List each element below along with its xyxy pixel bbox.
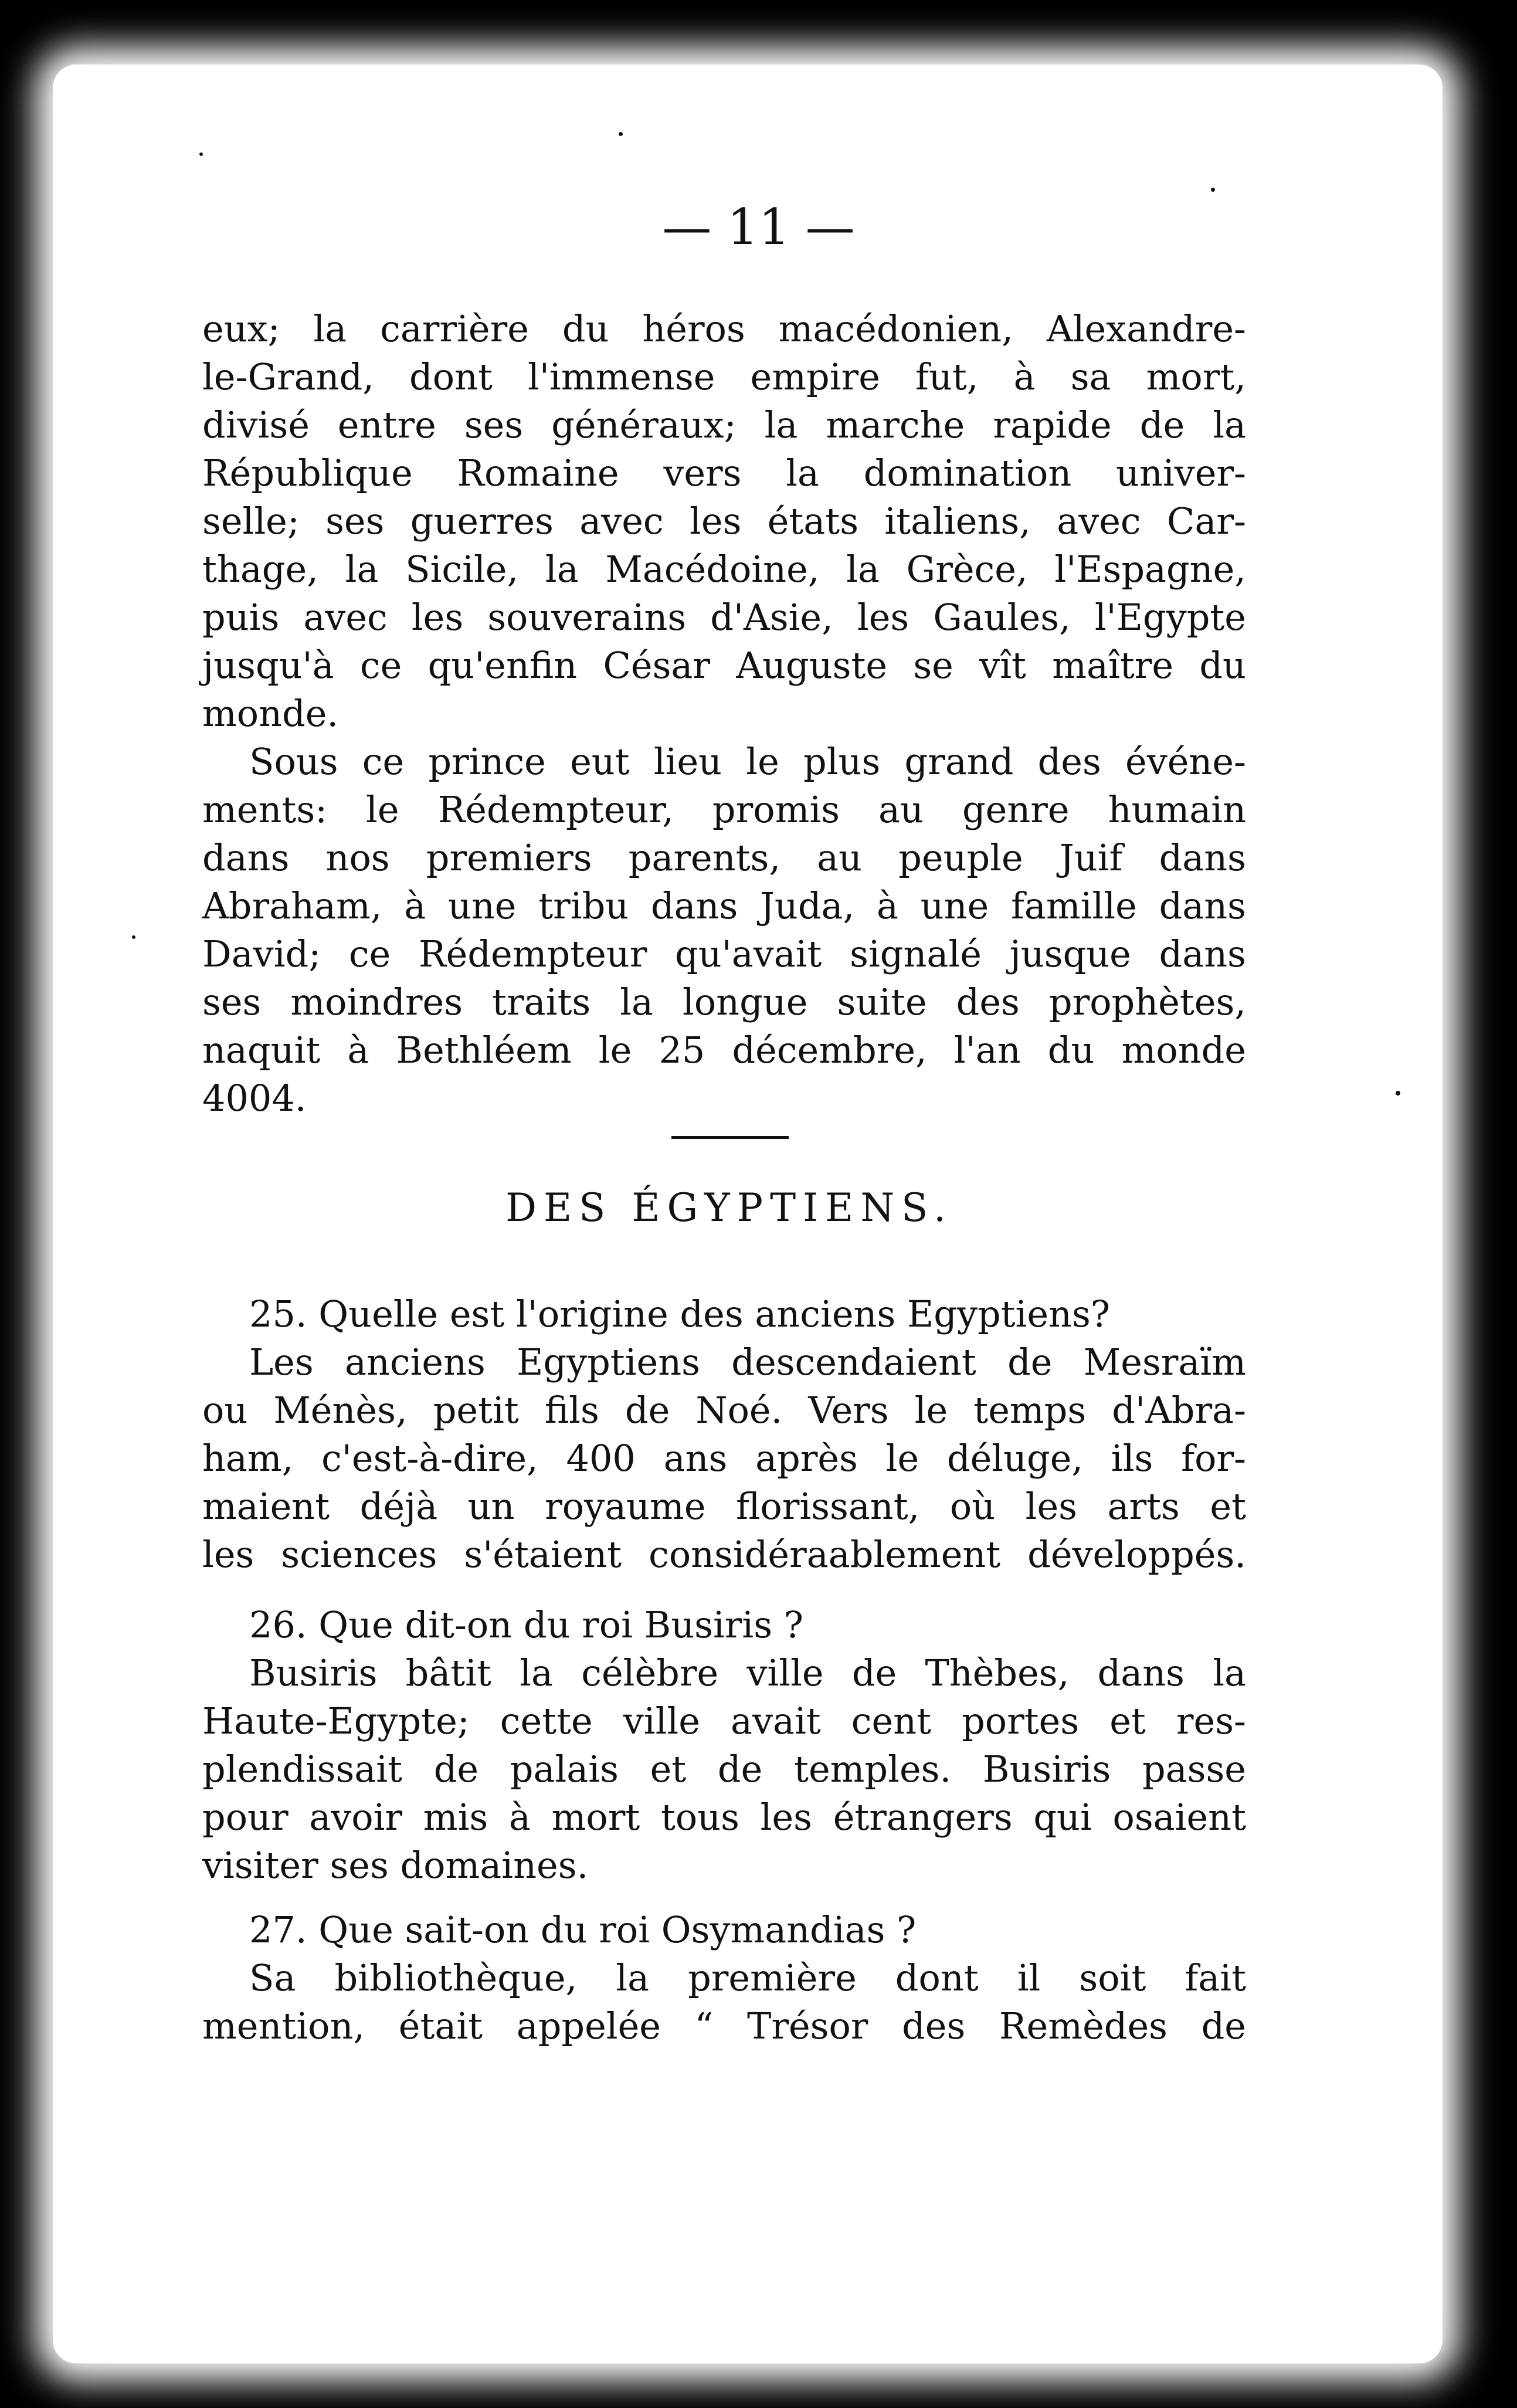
text-line: ments: le Rédempteur, promis au genre humain <box>202 788 1246 831</box>
answer-line: ham, c'est-à-dire, 400 ans après le déluge, ils for- <box>202 1437 1246 1480</box>
text-line: 4004. <box>202 1077 307 1120</box>
answer-line: Les anciens Egyptiens descendaient de Mesraïm <box>249 1341 1246 1383</box>
qa-block <box>202 1601 1246 1890</box>
text-line: selle; ses guerres avec les états italiens, avec Car- <box>202 500 1246 542</box>
text-line: divisé entre ses généraux; la marche rapide de la <box>202 403 1246 446</box>
text-line: dans nos premiers parents, au peuple Juif dans <box>202 836 1246 879</box>
scan-speck <box>1396 1091 1400 1096</box>
section-divider <box>671 1136 789 1139</box>
answer-line: pour avoir mis à mort tous les étrangers qui osaient <box>202 1796 1246 1839</box>
question-25: 25. Quelle est l'origine des anciens Egyptiens? <box>249 1293 1111 1335</box>
text-line: thage, la Sicile, la Macédoine, la Grèce, l'Espagne, <box>202 548 1246 591</box>
answer-line: plendissait de palais et de temples. Busiris passe <box>202 1748 1246 1790</box>
text-line: Sous ce prince eut lieu le plus grand des événe- <box>249 740 1246 783</box>
text-line: naquit à Bethléem le 25 décembre, l'an du monde <box>202 1029 1246 1071</box>
text-line: eux; la carrière du héros macédonien, Alexandre- <box>202 307 1246 350</box>
scan-speck <box>132 935 135 939</box>
text-line: monde. <box>202 692 339 735</box>
scan-speck <box>199 152 203 156</box>
answer-line: les sciences s'étaient considéraablement développés. <box>202 1533 1246 1576</box>
answer-line: Sa bibliothèque, la première dont il soit fait <box>249 1956 1246 1999</box>
qa-block <box>202 1290 1246 1579</box>
text-line: puis avec les souverains d'Asie, les Gaules, l'Egypte <box>202 596 1246 639</box>
text-line: République Romaine vers la domination univer- <box>202 452 1246 494</box>
text-line: ses moindres traits la longue suite des prophètes, <box>202 981 1246 1023</box>
scan-speck <box>1211 188 1215 192</box>
question-27: 27. Que sait-on du roi Osymandias ? <box>249 1908 917 1951</box>
answer-line: ou Ménès, petit fils de Noé. Vers le temps d'Abra- <box>202 1389 1246 1432</box>
answer-line: Busiris bâtit la célèbre ville de Thèbes, dans la <box>249 1651 1246 1694</box>
answer-line: maient déjà un royaume florissant, où les arts et <box>202 1485 1246 1528</box>
qa-block <box>202 1906 1246 2050</box>
section-heading: DES ÉGYPTIENS. <box>505 1185 953 1230</box>
text-line: David; ce Rédempteur qu'avait signalé jusque dans <box>202 932 1246 975</box>
page-number: — 11 — <box>662 198 855 256</box>
answer-line: visiter ses domaines. <box>202 1844 589 1887</box>
answer-line: mention, était appelée “ Trésor des Remèdes de <box>202 2005 1246 2047</box>
text-line: jusqu'à ce qu'enfin César Auguste se vît maître du <box>202 644 1246 687</box>
scan-speck <box>619 132 623 136</box>
paragraph-1 <box>202 305 1246 1122</box>
answer-line: Haute-Egypte; cette ville avait cent portes et res- <box>202 1700 1246 1742</box>
text-line: Abraham, à une tribu dans Juda, à une famille dans <box>202 884 1246 927</box>
text-line: le-Grand, dont l'immense empire fut, à sa mort, <box>202 355 1246 398</box>
question-26: 26. Que dit-on du roi Busiris ? <box>249 1603 804 1646</box>
